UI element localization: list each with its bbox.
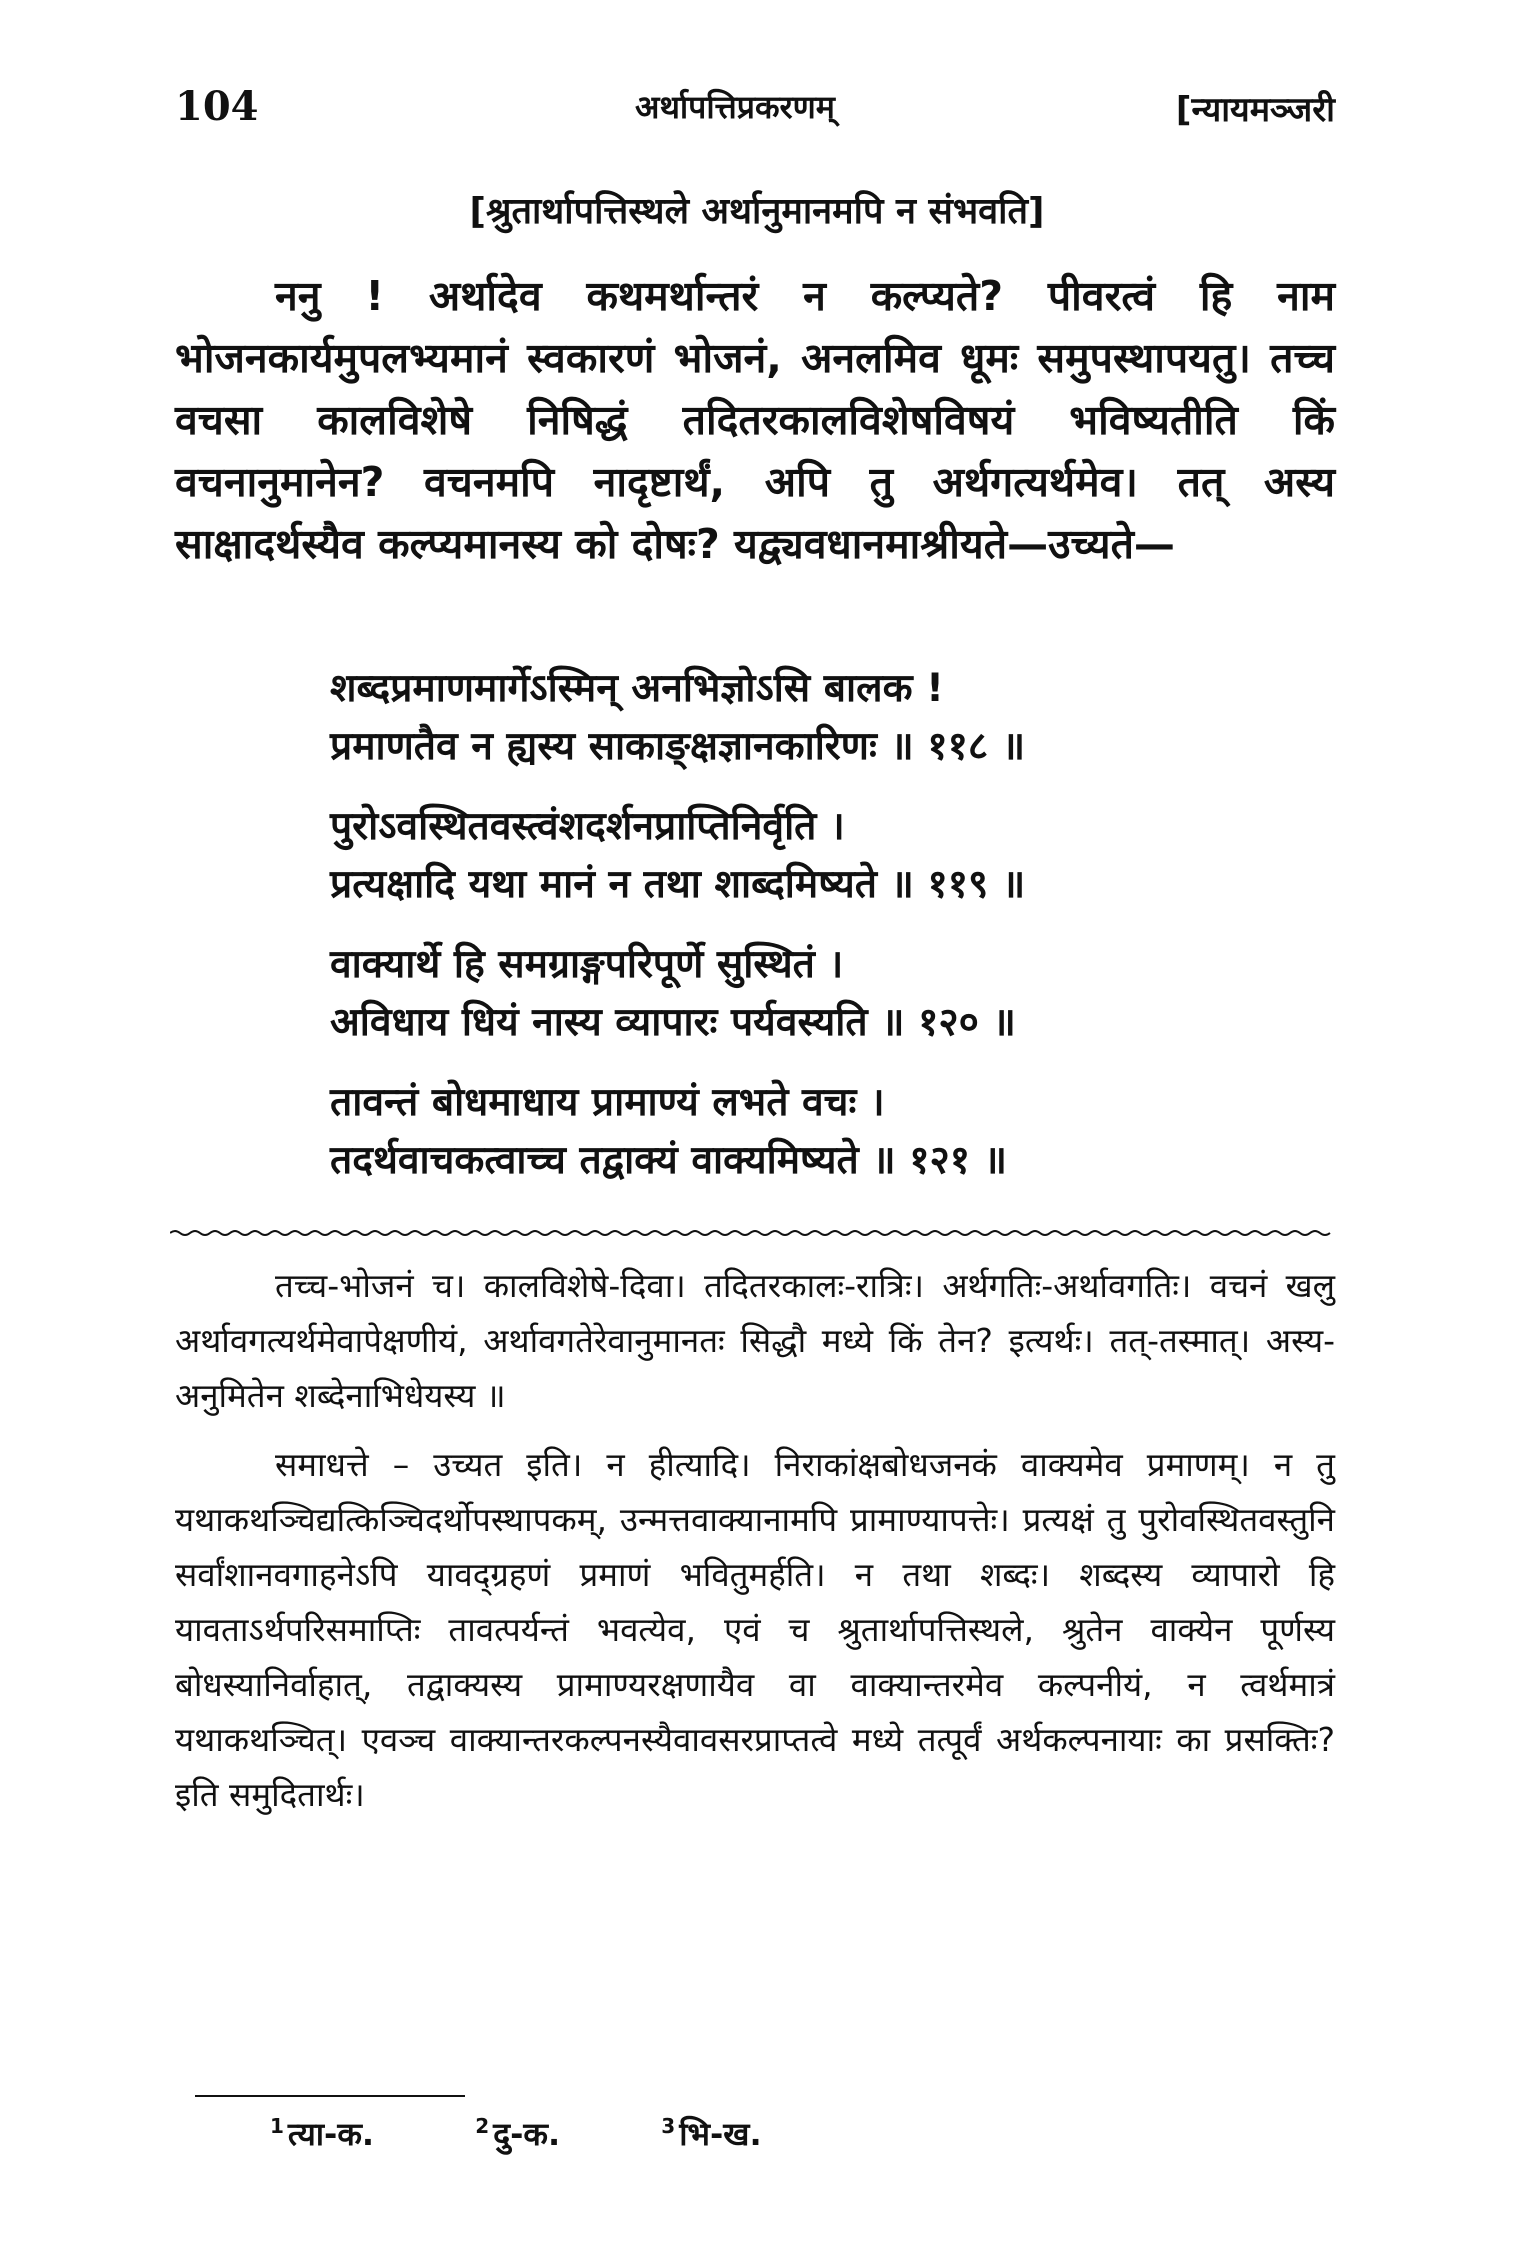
verse-120	[330, 936, 1330, 1052]
footnotes	[270, 2112, 852, 2155]
footnote-mark: 1	[270, 2114, 284, 2139]
verse-118	[330, 660, 1330, 776]
footnote-mark: 3	[661, 2114, 676, 2139]
footnote-1	[270, 2112, 374, 2155]
commentary-paragraph: समाधत्ते – उच्यत इति। न हीत्यादि। निराकांक्षबोधजनकं वाक्यमेव प्रमाणम्। न तु यथाकथञ्चिद्यत्किञ्चिदर्थोपस्थापकम्, उन्मत्तवाक्यानामपि प्रामाण्यापत्तेः। प्रत्यक्षं तु पुरोवस्थितवस्तुनि सर्वांशानवगाहनेऽपि यावद्ग्रहणं प्रमाणं भवितुमर्हति। न तथा शब्दः। शब्दस्य व्यापारो हि यावताऽर्थपरिसमाप्तिः तावत्पर्यन्तं भवत्येव, एवं च श्रुतार्थापत्तिस्थले, श्रुतेन वाक्येन पूर्णस्य बोधस्यानिर्वाहात्, तद्वाक्यस्य प्रामाण्यरक्षणायैव वा वाक्यान्तरमेव कल्पनीयं, न त्वर्थमात्रं यथाकथञ्चित्। एवञ्च वाक्यान्तरकल्पनस्यैवावसरप्राप्तत्वे मध्ये तत्पूर्वं अर्थकल्पनायाः का प्रसक्तिः? इति समुदितार्थः।	[175, 1445, 1335, 1814]
footnote-mark: 2	[475, 2114, 490, 2139]
verse-line: तावन्तं बोधमाधाय प्रामाण्यं लभते वचः ।	[330, 1080, 885, 1125]
verse-121	[330, 1074, 1330, 1190]
section-divider	[170, 1228, 1335, 1238]
commentary-paragraph: तच्च-भोजनं च। कालविशेषे-दिवा। तदितरकालः-रात्रिः। अर्थगतिः-अर्थावगतिः। वचनं खलु अर्थावगत्यर्थमेवापेक्षणीयं, अर्थावगतेरेवानुमानतः सिद्धौ मध्ये किं तेन? इत्यर्थः। तत्-तस्मात्। अस्य-अनुमितेन शब्देनाभिधेयस्य ॥	[175, 1266, 1335, 1415]
running-title: अर्थापत्तिप्रकरणम्	[635, 88, 835, 126]
footnote-rule	[195, 2095, 465, 2097]
main-text	[175, 265, 1335, 575]
verse-line: पुरोऽवस्थितवस्त्वंशदर्शनप्राप्तिनिर्वृति ।	[330, 804, 845, 849]
footnote-3	[661, 2112, 761, 2155]
verse-line: प्रत्यक्षादि यथा मानं न तथा शाब्दमिष्यते ॥ ११९ ॥	[330, 862, 1026, 907]
verse-line: वाक्यार्थे हि समग्राङ्गपरिपूर्णे सुस्थितं ।	[330, 942, 844, 987]
footnote-text: दु-क.	[493, 2115, 561, 2153]
verse-line: प्रमाणतैव न ह्यस्य साकाङ्क्षज्ञानकारिणः ॥ ११८ ॥	[330, 724, 1026, 769]
section-heading: [श्रुतार्थापत्तिस्थले अर्थानुमानमपि न संभवति]	[469, 191, 1045, 232]
commentary	[175, 1258, 1335, 1836]
wavy-rule-line	[170, 1231, 1330, 1235]
verse-119	[330, 798, 1330, 914]
footnote-text: भि-ख.	[679, 2115, 762, 2153]
footnote-2	[475, 2112, 560, 2155]
book-title: [न्यायमञ्जरी	[1175, 90, 1335, 130]
verse-line: अविधाय धियं नास्य व्यापारः पर्यवस्यति ॥ १२० ॥	[330, 1000, 1016, 1045]
page-header	[175, 75, 1335, 145]
verse-line: शब्दप्रमाणमार्गेऽस्मिन् अनभिज्ञोऽसि बालक !	[330, 666, 944, 711]
page-number: 104	[175, 83, 259, 130]
verse-line: तदर्थवाचकत्वाच्च तद्वाक्यं वाक्यमिष्यते ॥ १२१ ॥	[330, 1138, 1008, 1183]
footnote-text: त्या-क.	[287, 2115, 375, 2153]
verse-block	[330, 660, 1330, 1212]
main-paragraph: ननु ! अर्थादेव कथमर्थान्तरं न कल्प्यते? पीवरत्वं हि नाम भोजनकार्यमुपलभ्यमानं स्वकारणं भोजनं, अनलमिव धूमः समुपस्थापयतु। तच्च वचसा कालविशेषे निषिद्धं तदितरकालविशेषविषयं भविष्यतीति किं वचनानुमानेन? वचनमपि नादृष्टार्थं, अपि तु अर्थगत्यर्थमेव। तत् अस्य साक्षादर्थस्यैव कल्प्यमानस्य को दोषः? यद्व्यवधानमाश्रीयते—उच्यते—	[175, 272, 1335, 568]
